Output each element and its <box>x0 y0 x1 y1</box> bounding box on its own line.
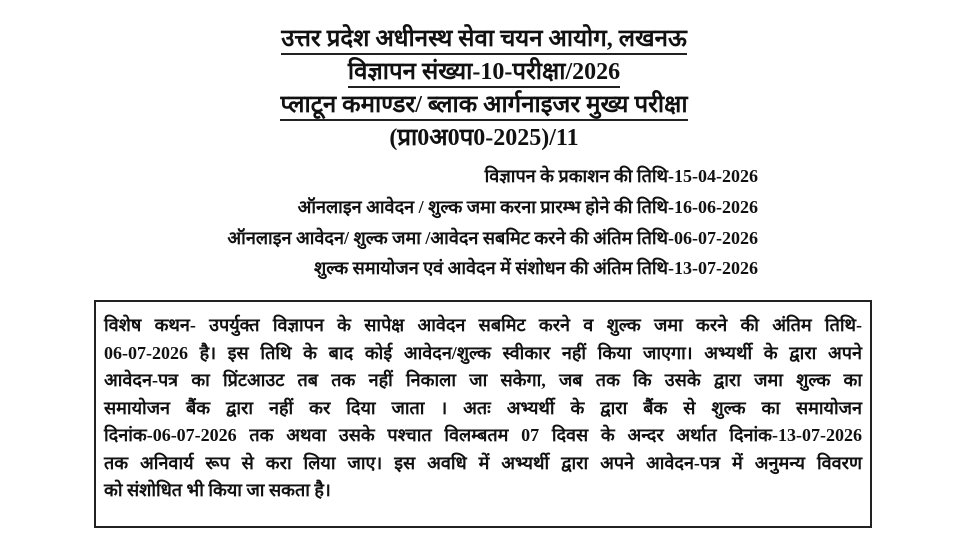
org-title: उत्तर प्रदेश अधीनस्थ सेवा चयन आयोग, लखनऊ <box>0 24 968 54</box>
notice-line: 06-07-2026 है। इस तिथि के बाद कोई आवेदन/शुल्क स्वीकार नहीं किया जाएगा। अभ्यर्थी के द्वारा अपने <box>104 342 862 363</box>
advertisement-number: विज्ञापन संख्या-10-परीक्षा/2026 <box>0 57 968 87</box>
notice-line: दिनांक-06-07-2026 तक अथवा उसके पश्चात विलम्बतम 07 दिवस के अन्दर अर्थात दिनांक-13-07-2026 <box>104 425 862 445</box>
date-application-start: ऑनलाइन आवेदन / शुल्क जमा करना प्रारम्भ होने की तिथि-16-06-2026 <box>297 197 758 217</box>
notice-line: तक अनिवार्य रूप से करा लिया जाए। इस अवधि में अभ्यर्थी द्वारा अपने आवेदन-पत्र में अनुमन्य विवरण <box>104 452 862 473</box>
notice-line: को संशोधित भी किया जा सकता है। <box>104 480 331 500</box>
notice-line: समायोजन बैंक द्वारा नहीं कर दिया जाता । अतः अभ्यर्थी के द्वारा बैंक से शुल्क का समायोजन <box>104 397 862 418</box>
date-application-end: ऑनलाइन आवेदन/ शुल्क जमा /आवेदन सबमिट करने की अंतिम तिथि-06-07-2026 <box>227 228 758 248</box>
exam-code: (प्रा0अ0प0-2025)/11 <box>389 125 579 151</box>
date-publication: विज्ञापन के प्रकाशन की तिथि-15-04-2026 <box>484 166 758 186</box>
exam-title: प्लाटून कमाण्डर/ ब्लाक आर्गनाइजर मुख्य परीक्षा <box>0 90 968 120</box>
notice-line: आवेदन-पत्र का प्रिंटआउट तब तक नहीं निकाला जा सकेगा, जब तक कि उसके द्वारा जमा शुल्क का <box>104 370 862 390</box>
special-notice-box <box>94 300 872 528</box>
notice-line: विशेष कथन- उपर्युक्त विज्ञापन के सापेक्ष आवेदन सबमिट करने व शुल्क जमा करने की अंतिम तिथि- <box>104 315 862 335</box>
date-fee-reconciliation-end: शुल्क समायोजन एवं आवेदन में संशोधन की अंतिम तिथि-13-07-2026 <box>313 258 758 278</box>
